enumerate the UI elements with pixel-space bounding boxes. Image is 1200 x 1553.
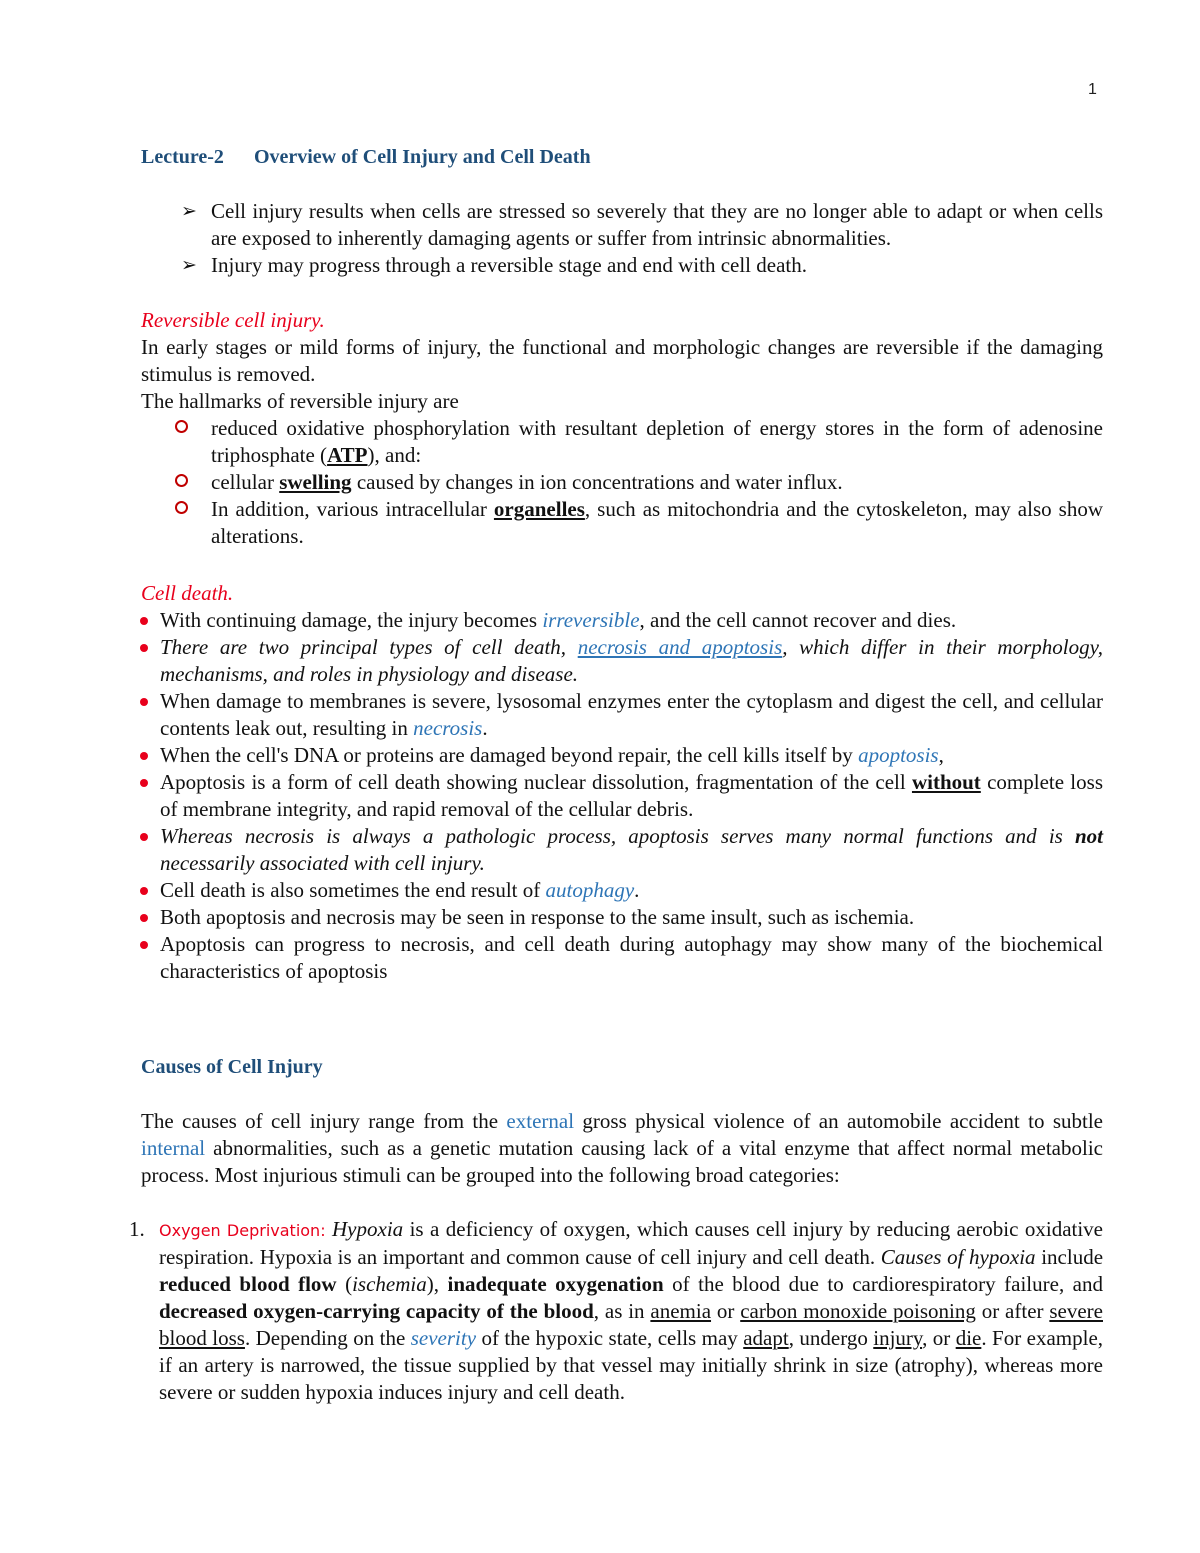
dot-bullet-icon [140,833,148,841]
list-item: When damage to membranes is severe, lysosomal enzymes enter the cytoplasm and digest the cell, and cellular contents leak out, resulting in necrosis. [141,688,1103,742]
list-item: ➢ Cell injury results when cells are stressed so severely that they are no longer able to adapt or when cells are exposed to inherently damaging agents or suffer from intrinsic abnormalities. [181,199,1103,250]
dot-bullet-icon [140,887,148,895]
hallmarks-list [141,415,1103,550]
list-item: Whereas necrosis is always a pathologic process, apoptosis serves many normal functions and is not necessarily associated with cell injury. [141,823,1103,877]
reversible-paragraph: In early stages or mild forms of injury, the functional and morphologic changes are reversible if the damaging stimulus is removed. [141,335,1103,386]
list-item: In addition, various intracellular organelles, such as mitochondria and the cytoskeleton, may also show alterations. [141,496,1103,550]
list-item: Cell death is also sometimes the end result of autophagy. [141,877,1103,904]
dot-bullet-icon [140,698,148,706]
page-number: 1 [1088,81,1097,98]
cell-death-section [141,580,1103,985]
causes-paragraph: The causes of cell injury range from the external gross physical violence of an automobile accident to subtle internal abnormalities, such as a genetic mutation causing lack of a vital enzyme that affect normal metabolic process. Most injurious stimuli can be grouped into the following broad categories: [141,1109,1103,1187]
list-item: ➢ Injury may progress through a reversible stage and end with cell death. [181,253,807,277]
arrow-bullet-icon: ➢ [181,254,197,276]
list-item: Apoptosis is a form of cell death showing nuclear dissolution, fragmentation of the cell without complete loss of membrane integrity, and rapid removal of the cellular debris. [141,769,1103,823]
dot-bullet-icon [140,779,148,787]
lecture-label: Lecture-2 [141,146,224,168]
dot-bullet-icon [140,914,148,922]
list-item: With continuing damage, the injury becomes irreversible, and the cell cannot recover and dies. [141,607,1103,634]
hallmarks-intro: The hallmarks of reversible injury are [141,389,459,413]
necrosis-apoptosis-link[interactable]: necrosis and apoptosis [577,635,783,659]
cell-death-list [141,607,1103,985]
list-item: 1. Oxygen Deprivation: Hypoxia is a deficiency of oxygen, which causes cell injury by reducing aerobic oxidative respiration. Hypoxia is an important and common cause of cell injury and cell death. Causes of hypoxia include reduced blood flow (ischemia), inadequate oxygenation of the blood due to cardiorespiratory failure, and decreased oxygen-carrying capacity of the blood, as in anemia or carbon monoxide poisoning or after severe blood loss. Depending on the severity of the hypoxic state, cells may adapt, undergo injury, or die. For example, if an artery is narrowed, the tissue supplied by that vessel may initially shrink in size (atrophy), whereas more severe or sudden hypoxia induces injury and cell death. [129,1217,1104,1404]
dot-bullet-icon [140,752,148,760]
dot-bullet-icon [140,644,148,652]
reversible-heading: Reversible cell injury. [141,308,325,332]
list-item: There are two principal types of cell death, necrosis and apoptosis, which differ in their morphology, mechanisms, and roles in physiology and disease. [141,634,1103,688]
circle-bullet-icon [175,474,188,487]
list-item: Both apoptosis and necrosis may be seen in response to the same insult, such as ischemia. [141,904,1103,931]
list-item: When the cell's DNA or proteins are damaged beyond repair, the cell kills itself by apoptosis, [141,742,1103,769]
list-item: cellular swelling caused by changes in ion concentrations and water influx. [141,469,1103,496]
lecture-topic: Overview of Cell Injury and Cell Death [253,146,591,168]
list-item: Apoptosis can progress to necrosis, and cell death during autophagy may show many of the biochemical characteristics of apoptosis [141,931,1103,985]
dot-bullet-icon [140,617,148,625]
circle-bullet-icon [175,501,188,514]
intro-bullet-list [141,198,1103,279]
list-item: reduced oxidative phosphorylation with resultant depletion of energy stores in the form of adenosine triphosphate (ATP), and: [141,415,1103,469]
cell-death-heading: Cell death. [141,581,234,605]
reversible-injury-section [141,307,1103,550]
causes-heading: Causes of Cell Injury [141,1056,323,1078]
circle-bullet-icon [175,420,188,433]
arrow-bullet-icon: ➢ [181,200,197,222]
dot-bullet-icon [140,941,148,949]
oxygen-deprivation-label: Oxygen Deprivation: [159,1221,326,1240]
list-number: 1. [129,1217,145,1241]
page-title [141,144,591,171]
causes-list [129,1216,1104,1406]
